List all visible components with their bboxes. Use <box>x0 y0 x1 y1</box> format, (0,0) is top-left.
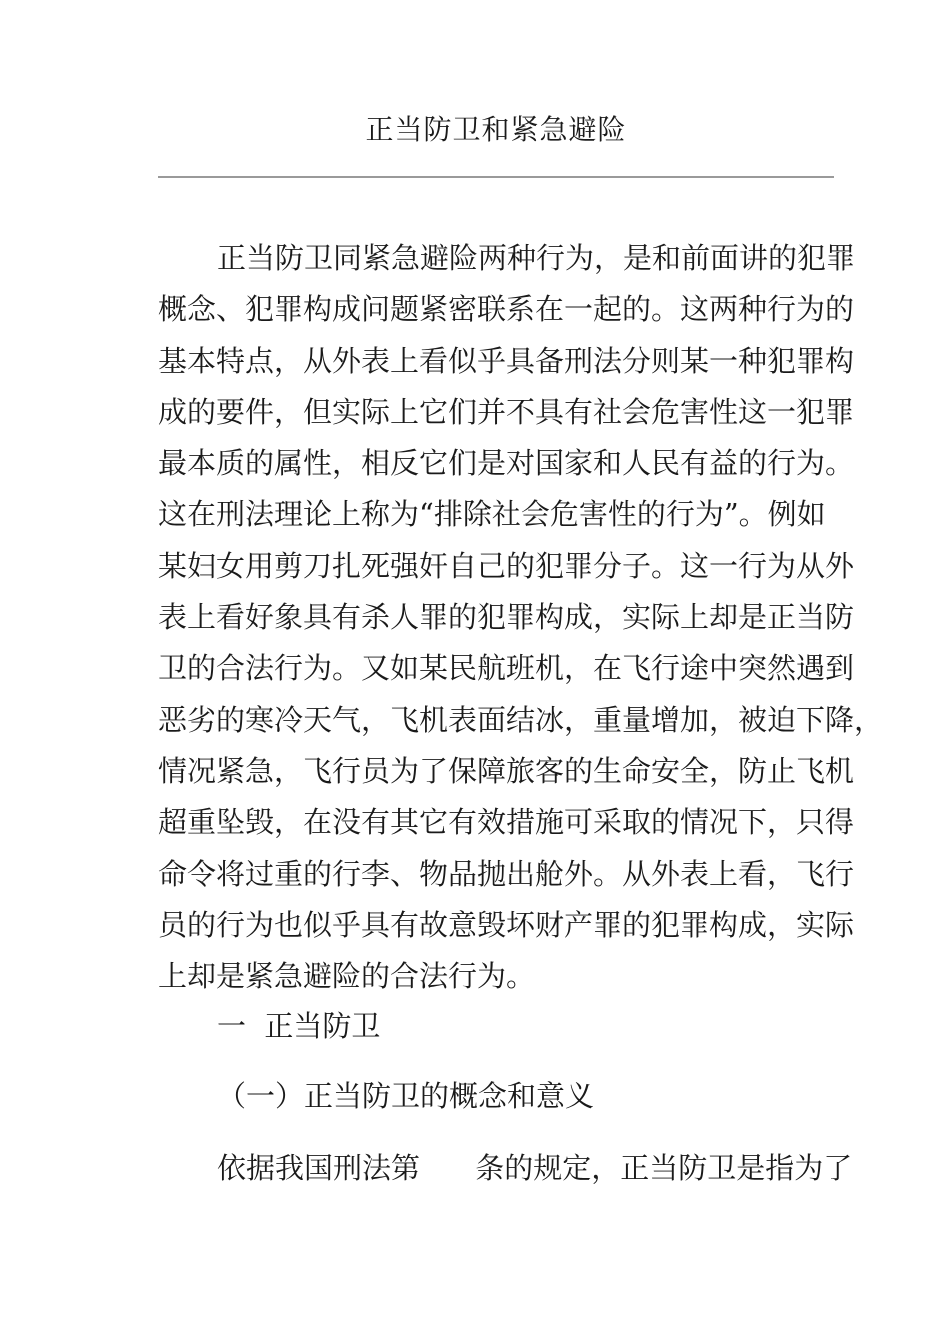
paragraph-line: 概念、犯罪构成问题紧密联系在一起的。这两种行为的 <box>158 292 855 327</box>
paragraph-line: 成的要件，但实际上它们并不具有社会危害性这一犯罪 <box>158 394 855 429</box>
section-heading: 一 正当防卫 <box>217 1009 381 1043</box>
paragraph-line: 卫的合法行为。又如某民航班机，在飞行途中突然遇到 <box>158 651 855 686</box>
document-title: 正当防卫和紧急避险 <box>365 113 627 146</box>
paragraph-line: 情况紧急，飞行员为了保障旅客的生命安全，防止飞机 <box>158 753 855 788</box>
paragraph-line: 命令将过重的行李、物品抛出舱外。从外表上看，飞行 <box>158 856 855 891</box>
paragraph-line: 某妇女用剪刀扎死强奸自己的犯罪分子。这一行为从外 <box>158 548 855 583</box>
paragraph-line: 表上看好象具有杀人罪的犯罪构成，实际上却是正当防 <box>158 600 855 635</box>
paragraph-line: 基本特点，从外表上看似乎具备刑法分则某一种犯罪构 <box>158 343 855 378</box>
paragraph-line: 最本质的属性，相反它们是对国家和人民有益的行为。 <box>158 446 855 481</box>
subsection-heading: （一）正当防卫的概念和意义 <box>217 1079 595 1113</box>
paragraph-line: 超重坠毁，在没有其它有效措施可采取的情况下，只得 <box>158 805 855 840</box>
intro-paragraph <box>158 233 884 1002</box>
paragraph-line: 上却是紧急避险的合法行为。 <box>158 959 536 994</box>
paragraph-line: 依据我国刑法第 条的规定，正当防卫是指为了 <box>217 1151 853 1185</box>
paragraph-line: 正当防卫同紧急避险两种行为，是和前面讲的犯罪 <box>217 241 856 275</box>
paragraph-line: 恶劣的寒冷天气，飞机表面结冰，重量增加，被迫下降， <box>158 702 884 737</box>
paragraph-line: 这在刑法理论上称为“排除社会危害性的行为”。例如 <box>158 497 826 532</box>
title-divider <box>158 176 834 178</box>
paragraph-line: 员的行为也似乎具有故意毁坏财产罪的犯罪构成，实际 <box>158 907 855 942</box>
